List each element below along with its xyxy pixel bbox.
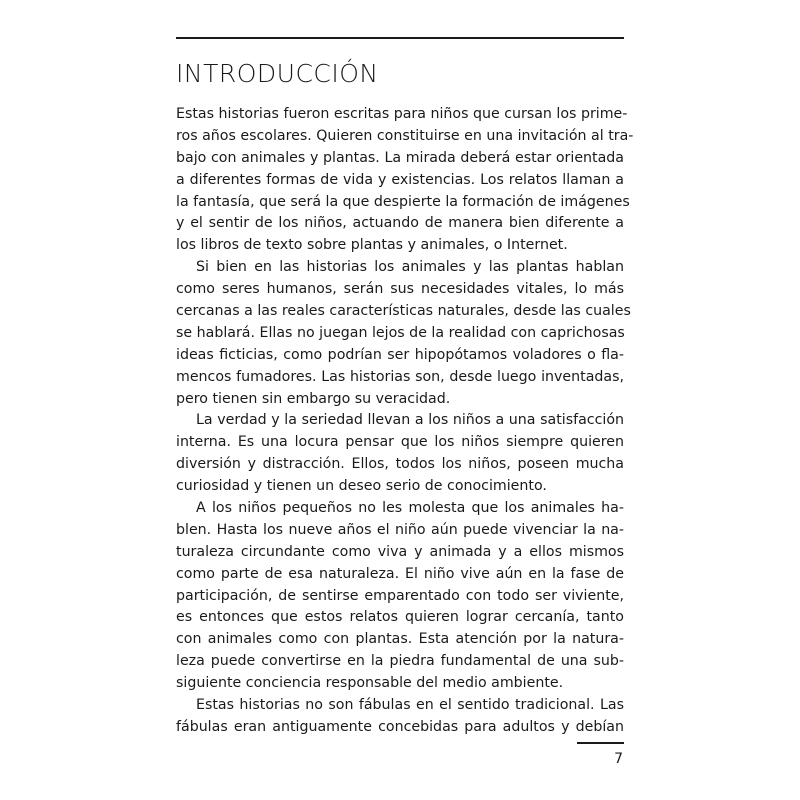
text-line: ros años escolares. Quieren constituirse en una invitación al tra- xyxy=(176,127,634,144)
text-line: fábulas eran antiguamente concebidas para adultos y debían xyxy=(176,718,624,735)
text-line: la fantasía, que será la que despierte la formación de imágenes xyxy=(176,193,630,210)
text-line: y el sentir de los niños, actuando de manera bien diferente a xyxy=(176,215,624,232)
text-line: A los niños pequeños no les molesta que los animales ha- xyxy=(196,500,624,517)
paragraph-4 xyxy=(176,498,624,695)
text-line: participación, de sentirse emparentado con todo ser viviente, xyxy=(176,587,624,604)
text-line: turaleza circundante como viva y animada y a ellos mismos xyxy=(176,543,624,560)
text-line: blen. Hasta los nueve años el niño aún puede vivenciar la na- xyxy=(176,521,624,538)
body-text xyxy=(176,104,634,739)
text-line: pero tienen sin embargo su veracidad. xyxy=(176,390,451,407)
text-line: diversión y distracción. Ellos, todos los niños, poseen mucha xyxy=(176,456,624,473)
text-line: como seres humanos, serán sus necesidades vitales, lo más xyxy=(176,281,624,298)
text-line: bajo con animales y plantas. La mirada deberá estar orientada xyxy=(176,149,624,166)
paragraph-3 xyxy=(176,410,624,498)
text-line: se hablará. Ellas no juegan lejos de la realidad con caprichosas xyxy=(176,324,625,341)
text-line: cercanas a las reales características naturales, desde las cuales xyxy=(176,303,631,320)
text-line: con animales como con plantas. Esta atención por la natura- xyxy=(176,631,624,648)
paragraph-1 xyxy=(176,104,634,257)
text-line: como parte de esa naturaleza. El niño vive aún en la fase de xyxy=(176,565,624,582)
text-line: a diferentes formas de vida y existencias. Los relatos llaman a xyxy=(176,171,624,188)
header-rule xyxy=(176,37,624,39)
text-line: Estas historias no son fábulas en el sentido tradicional. Las xyxy=(196,697,624,714)
text-line: es entonces que estos relatos quieren lograr cercanía, tanto xyxy=(176,609,624,626)
text-line: ideas ficticias, como podrían ser hipopótamos voladores o fla- xyxy=(176,346,624,363)
text-line: La verdad y la seriedad llevan a los niños a una satisfacción xyxy=(196,412,624,429)
paragraph-5 xyxy=(176,695,624,739)
text-line: Estas historias fueron escritas para niños que cursan los prime- xyxy=(176,106,628,122)
text-line: Si bien en las historias los animales y las plantas hablan xyxy=(196,259,624,276)
text-line: leza puede convertirse en la piedra fundamental de una sub- xyxy=(176,653,624,670)
text-line: los libros de texto sobre plantas y animales, o Internet. xyxy=(176,237,568,254)
footer-rule xyxy=(577,742,624,744)
text-line: siguiente conciencia responsable del medio ambiente. xyxy=(176,675,564,692)
text-line: mencos fumadores. Las historias son, desde luego inventadas, xyxy=(176,368,624,385)
chapter-heading: INTRODUCCIÓN xyxy=(176,59,379,88)
text-line: curiosidad y tienen un deseo serio de conocimiento. xyxy=(176,478,547,495)
paragraph-2 xyxy=(176,257,631,410)
page-number: 7 xyxy=(614,751,623,767)
text-line: interna. Es una locura pensar que los niños siempre quieren xyxy=(176,434,624,451)
